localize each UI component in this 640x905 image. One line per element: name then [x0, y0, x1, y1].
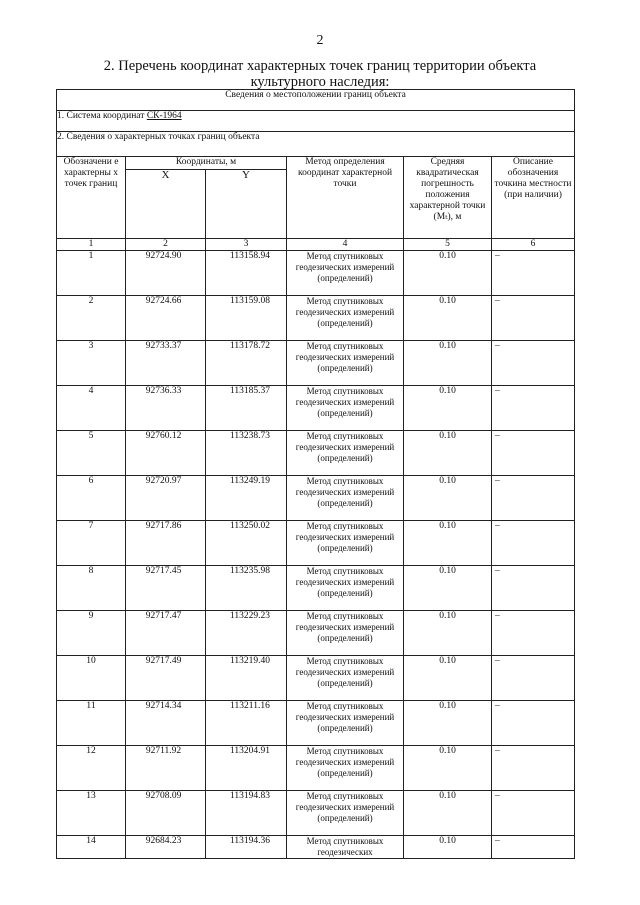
- coordinate-x: 92708.09: [126, 791, 206, 836]
- mean-square-error: 0.10: [404, 836, 492, 859]
- point-description: –: [492, 296, 575, 341]
- coordinate-x: 92720.97: [126, 476, 206, 521]
- coordinate-system-row: [57, 111, 575, 132]
- mean-square-error: 0.10: [404, 386, 492, 431]
- coordinate-y: 113249.19: [206, 476, 287, 521]
- point-number: 14: [57, 836, 126, 859]
- mean-square-error: 0.10: [404, 656, 492, 701]
- point-description: –: [492, 386, 575, 431]
- table-row: [57, 566, 575, 611]
- coordinate-y: 113158.94: [206, 251, 287, 296]
- header-method: Метод определения координат характерной точки: [287, 157, 404, 239]
- coordinate-x: 92733.37: [126, 341, 206, 386]
- mean-square-error: 0.10: [404, 611, 492, 656]
- table-row: [57, 791, 575, 836]
- coordinate-x: 92724.90: [126, 251, 206, 296]
- method: Метод спутниковых геодезических измерений (определений): [287, 341, 404, 386]
- method: Метод спутниковых геодезических измерений (определений): [287, 746, 404, 791]
- column-number: 4: [287, 239, 404, 251]
- coordinate-x: 92760.12: [126, 431, 206, 476]
- mean-square-error: 0.10: [404, 566, 492, 611]
- method: Метод спутниковых геодезических измерений (определений): [287, 791, 404, 836]
- point-description: –: [492, 656, 575, 701]
- table-row: [57, 656, 575, 701]
- table-row: [57, 521, 575, 566]
- point-number: 3: [57, 341, 126, 386]
- method: Метод спутниковых геодезических измерений (определений): [287, 611, 404, 656]
- column-number: 5: [404, 239, 492, 251]
- page-number: 2: [316, 33, 324, 48]
- point-description: –: [492, 521, 575, 566]
- point-number: 4: [57, 386, 126, 431]
- header-y: Y: [206, 170, 287, 239]
- point-description: –: [492, 341, 575, 386]
- table-row: [57, 251, 575, 296]
- method: Метод спутниковых геодезических измерений (определений): [287, 656, 404, 701]
- coordinate-y: 113194.36: [206, 836, 287, 859]
- table-banner: Сведения о местоположении границ объекта: [57, 90, 575, 111]
- coordinate-y: 113194.83: [206, 791, 287, 836]
- coordinate-y: 113229.23: [206, 611, 287, 656]
- point-number: 8: [57, 566, 126, 611]
- mean-square-error: 0.10: [404, 341, 492, 386]
- method: Метод спутниковых геодезических: [287, 836, 404, 859]
- column-number: 6: [492, 239, 575, 251]
- section-2-heading: 2. Сведения о характерных точках границ объекта: [57, 132, 575, 157]
- method: Метод спутниковых геодезических измерений (определений): [287, 521, 404, 566]
- coordinate-system-label: 1. Система координат: [57, 111, 147, 121]
- coordinate-y: 113219.40: [206, 656, 287, 701]
- column-number: 3: [206, 239, 287, 251]
- mean-square-error: 0.10: [404, 521, 492, 566]
- table-row: [57, 431, 575, 476]
- coordinate-system-value: СК-1964: [146, 111, 182, 121]
- table-row: [57, 341, 575, 386]
- point-description: –: [492, 476, 575, 521]
- column-number: 1: [57, 239, 126, 251]
- coordinate-y: 113235.98: [206, 566, 287, 611]
- point-number: 5: [57, 431, 126, 476]
- point-number: 10: [57, 656, 126, 701]
- table-row: [57, 476, 575, 521]
- method: Метод спутниковых геодезических измерений (определений): [287, 296, 404, 341]
- table-row: [57, 746, 575, 791]
- coordinate-x: 92714.34: [126, 701, 206, 746]
- mean-square-error: 0.10: [404, 251, 492, 296]
- method: Метод спутниковых геодезических измерений (определений): [287, 386, 404, 431]
- point-number: 9: [57, 611, 126, 656]
- point-description: –: [492, 611, 575, 656]
- method: Метод спутниковых геодезических измерений (определений): [287, 701, 404, 746]
- header-x: X: [126, 170, 206, 239]
- coordinate-x: 92717.47: [126, 611, 206, 656]
- section-2-row: [57, 132, 575, 157]
- table-row: [57, 611, 575, 656]
- point-number: 6: [57, 476, 126, 521]
- coordinate-y: 113178.72: [206, 341, 287, 386]
- method: Метод спутниковых геодезических измерений (определений): [287, 251, 404, 296]
- coordinate-y: 113185.37: [206, 386, 287, 431]
- document-title: 2. Перечень координат характерных точек границ территории объекта культурного наследия:: [103, 58, 537, 90]
- coordinate-x: 92724.66: [126, 296, 206, 341]
- coordinate-x: 92717.86: [126, 521, 206, 566]
- coordinate-x: 92717.45: [126, 566, 206, 611]
- mean-square-error: 0.10: [404, 296, 492, 341]
- point-description: –: [492, 566, 575, 611]
- table-row: [57, 386, 575, 431]
- point-description: –: [492, 431, 575, 476]
- point-number: 1: [57, 251, 126, 296]
- point-description: –: [492, 251, 575, 296]
- coordinate-x: 92711.92: [126, 746, 206, 791]
- mean-square-error: 0.10: [404, 476, 492, 521]
- method: Метод спутниковых геодезических измерений (определений): [287, 476, 404, 521]
- point-number: 2: [57, 296, 126, 341]
- coordinate-x: 92684.23: [126, 836, 206, 859]
- point-description: –: [492, 836, 575, 859]
- point-description: –: [492, 746, 575, 791]
- mean-square-error: 0.10: [404, 791, 492, 836]
- mean-square-error: 0.10: [404, 701, 492, 746]
- point-number: 12: [57, 746, 126, 791]
- table-row: [57, 836, 575, 859]
- coordinate-x: 92736.33: [126, 386, 206, 431]
- point-description: –: [492, 791, 575, 836]
- coordinate-y: 113159.08: [206, 296, 287, 341]
- header-coordinates: Координаты, м: [126, 157, 287, 170]
- mean-square-error: 0.10: [404, 746, 492, 791]
- point-number: 13: [57, 791, 126, 836]
- column-number: 2: [126, 239, 206, 251]
- header-error: Средняя квадратическая погрешность положения характерной точки (Mₜ), м: [404, 157, 492, 239]
- header-description: Описание обозначения точкина местности (при наличии): [492, 157, 575, 239]
- point-number: 11: [57, 701, 126, 746]
- header-designation: Обозначени е характерны х точек границ: [57, 157, 126, 239]
- column-numbers-row: [57, 239, 575, 251]
- coordinate-system: [57, 111, 575, 132]
- coordinate-x: 92717.49: [126, 656, 206, 701]
- table-body: [57, 251, 575, 859]
- method: Метод спутниковых геодезических измерений (определений): [287, 566, 404, 611]
- coordinate-y: 113238.73: [206, 431, 287, 476]
- coordinates-table: [56, 89, 575, 859]
- method: Метод спутниковых геодезических измерений (определений): [287, 431, 404, 476]
- mean-square-error: 0.10: [404, 431, 492, 476]
- point-description: –: [492, 701, 575, 746]
- coordinate-y: 113250.02: [206, 521, 287, 566]
- table-row: [57, 701, 575, 746]
- header-row: [57, 157, 575, 170]
- coordinate-y: 113211.16: [206, 701, 287, 746]
- table-banner-row: [57, 90, 575, 111]
- table-row: [57, 296, 575, 341]
- point-number: 7: [57, 521, 126, 566]
- coordinate-y: 113204.91: [206, 746, 287, 791]
